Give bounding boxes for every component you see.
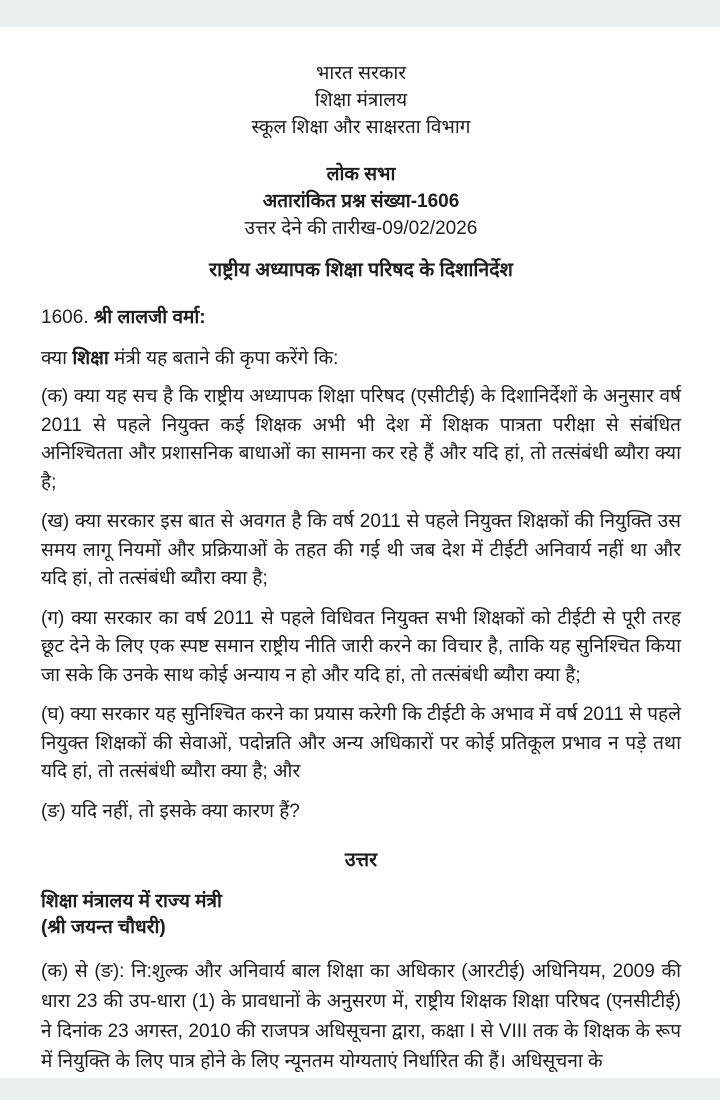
- scanned-document-page: [41, 0, 681, 1096]
- asker-name: श्री लालजी वर्मा:: [93, 307, 206, 328]
- gov-header-line-department: स्कूल शिक्षा और साक्षरता विभाग: [251, 117, 471, 138]
- answer-date-line: उत्तर देने की तारीख-09/02/2026: [244, 218, 478, 239]
- intro-post-text: मंत्री यह बताने की कृपा करेंगे कि:: [108, 348, 339, 369]
- session-block: [41, 161, 681, 242]
- page-title: राष्ट्रीय अध्यापक शिक्षा परिषद के दिशानिर्देश: [209, 259, 513, 281]
- question-item-nga: (ङ) यदि नहीं, तो इसके क्या कारण हैं?: [41, 800, 300, 822]
- minister-block: [41, 889, 681, 941]
- question-number-line: अतारांकित प्रश्न संख्या-1606: [262, 191, 460, 212]
- question-intro-line: [41, 346, 681, 372]
- minister-designation: शिक्षा मंत्रालय में राज्य मंत्री: [41, 891, 222, 912]
- bottom-letterbox-band: [0, 1078, 720, 1100]
- question-item-ga: (ग) क्या सरकार का वर्ष 2011 से पहले विधिवत नियुक्त सभी शिक्षकों को टीईटी से पूरी तरह छूट देने के लिए एक स्पष्ट समान राष्ट्रीय नीति जारी करने का विचार है, ताकि यह सुनिश्चित किया जा सके कि उनके साथ कोई अन्याय न हो और यदि हां, तो तत्संबंधी ब्यौरा क्या है;: [41, 607, 681, 686]
- gov-header-line-country: भारत सरकार: [315, 63, 407, 84]
- intro-pre-text: क्या: [41, 348, 73, 369]
- question-item-kha: (ख) क्या सरकार इस बात से अवगत है कि वर्ष 2011 से पहले नियुक्त शिक्षकों की नियुक्ति उस समय लागू नियमों और प्रक्रियाओं के तहत की गई थी जब देश में टीईटी अनिवार्य नहीं था और यदि हां, तो तत्संबंधी ब्यौरा क्या है;: [41, 511, 681, 589]
- gov-header-line-ministry: शिक्षा मंत्रालय: [314, 90, 408, 111]
- intro-ministry-word: शिक्षा: [72, 348, 109, 369]
- question-item-ka: (क) क्या यह सच है कि राष्ट्रीय अध्यापक शिक्षा परिषद (एसीटीई) के दिशानिर्देशों के अनुसार वर्ष 2011 से पहले नियुक्त कई शिक्षक अभी भी देश में शिक्षक पात्रता परीक्षा से संबंधित अनिश्चितता और प्रशासनिक बाधाओं का सामना कर रहे हैं और यदि हां, तो तत्संबंधी ब्यौरा क्या है;: [41, 386, 681, 493]
- asker-question-number: 1606.: [41, 307, 94, 328]
- minister-name: (श्री जयन्त चौधरी): [41, 917, 166, 938]
- government-header: [41, 0, 681, 141]
- answer-paragraph: (क) से (ङ): नि:शुल्क और अनिवार्य बाल शिक्षा का अधिकार (आरटीई) अधिनियम, 2009 की धारा 23 की उप-धारा (1) के प्रावधानों के अनुसरण में, राष्ट्रीय शिक्षक शिक्षा परिषद (एनसीटीई) ने दिनांक 23 अगस्त, 2010 की राजपत्र अधिसूचना द्वारा, कक्षा I से VIII तक के शिक्षक के रूप में नियुक्ति के लिए पात्र होने के लिए न्यूनतम योग्यताएं निर्धारित की हैं। अधिसूचना के: [41, 961, 681, 1072]
- answer-heading: उत्तर: [344, 849, 378, 871]
- asker-line: [41, 305, 681, 331]
- session-house-line: लोक सभा: [326, 164, 396, 185]
- question-item-gha: (घ) क्या सरकार यह सुनिश्चित करने का प्रयास करेगी कि टीईटी के अभाव में वर्ष 2011 से पहले नियुक्त शिक्षकों की सेवाओं, पदोन्नति और अन्य अधिकारों पर कोई प्रतिकूल प्रभाव न पड़े तथा यदि हां, तो तत्संबंधी ब्यौरा क्या है; और: [41, 704, 681, 782]
